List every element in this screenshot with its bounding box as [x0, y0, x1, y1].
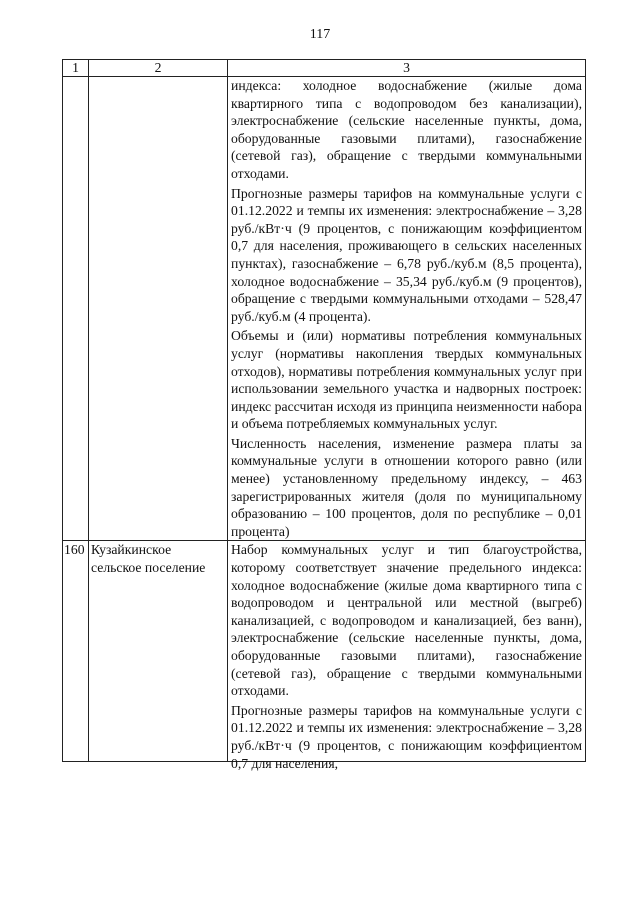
paragraph-volumes: Объемы и (или) нормативы потребления коммунальных услуг (нормативы накопления твердых коммунальных отходов), нормативы потребления коммунальных услуг при использовании земельного участка и надворных построек: индекс рассчитан исходя из принципа неизменности набора и объема потребляемых коммунальных услуг.	[231, 328, 582, 432]
header-col-1: 1	[63, 60, 89, 77]
paragraph-population: Численность населения, изменение размера платы за коммунальные услуги в отношении которого равно (или менее) установленному предельному индексу, – 463 зарегистрированных жителя (доля по муниципальному образованию – 100 процентов, доля по республике – 0,01 процента)	[231, 435, 582, 539]
row-number: 160	[63, 541, 89, 762]
header-col-3: 3	[228, 60, 586, 77]
paragraph-tariffs: Прогнозные размеры тарифов на коммунальные услуги с 01.12.2022 и темпы их изменения: электроснабжение – 3,28 руб./кВт·ч (9 процентов, с понижающим коэффициентом 0,7 для населения, проживающего в сельских населенных пунктах), газоснабжение – 6,78 руб./куб.м (8,5 процента), холодное водоснабжение – 35,34 руб./куб.м (9 процентов), обращение с твердыми коммунальными отходами – 528,47 руб./куб.м (4 процента).	[231, 185, 582, 324]
row-description	[228, 541, 586, 771]
header-col-2: 2	[89, 60, 228, 77]
tariff-table	[62, 59, 586, 771]
paragraph-tariffs: Прогнозные размеры тарифов на коммунальные услуги с 01.12.2022 и темпы их изменения: электроснабжение – 3,28 руб./кВт·ч (9 процентов, с понижающим коэффициентом 0,7 для населения,	[231, 702, 582, 771]
table-row	[63, 541, 586, 762]
paragraph-index-set: индекса: холодное водоснабжение (жилые дома квартирного типа с водопроводом без канализации), электроснабжение (сельские населенные пункты, дома, оборудованные газовыми плитами), газоснабжение (сетевой газ), обращение с твердыми коммунальными отходами.	[231, 78, 582, 181]
row-number	[63, 77, 89, 541]
row-description	[228, 77, 586, 541]
municipality-name: Кузайкинское сельское поселение	[89, 541, 228, 762]
paragraph-index-set: Набор коммунальных услуг и тип благоустройства, которому соответствует значение предельного индекса: холодное водоснабжение (жилые дома квартирного типа с водопроводом и центральной или местной (выгреб) канализацией, с водопроводом и канализацией, без ванн), электроснабжение (сельские населенные пункты, дома, оборудованные газовыми плитами), газоснабжение (сетевой газ), обращение с твердыми коммунальными отходами.	[231, 542, 582, 699]
table-header-row	[63, 60, 586, 77]
table-row	[63, 77, 586, 541]
municipality-name	[89, 77, 228, 541]
row-description-clip	[231, 541, 582, 771]
page-number: 117	[309, 27, 331, 42]
